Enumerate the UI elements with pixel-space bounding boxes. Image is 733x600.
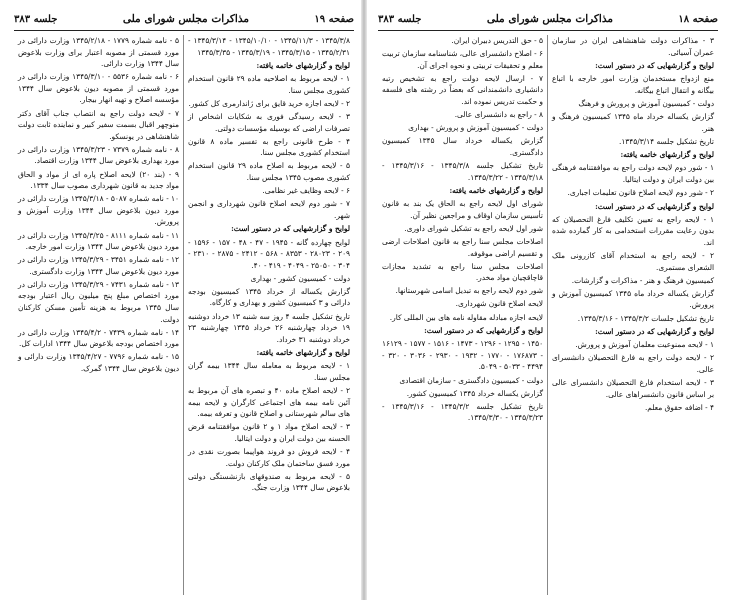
- right-page: [372, 0, 724, 600]
- text-paragraph: ۱۰ - نامه شماره ۵۰۸۷ - ۱۳۴۵/۳/۱۸ وزارت دارائی در مورد دیون بلاعوض سال ۱۳۴۴ وزارت آموزش و پرورش.: [18, 194, 179, 227]
- text-paragraph: لوایح و گزارشهایی که در دستور است:: [595, 61, 714, 71]
- left-page: [8, 0, 360, 600]
- text-paragraph: دولت - کمیسیون آموزش و پرورش و فرهنگ: [578, 98, 714, 108]
- text-paragraph: ۴ - طرح قانونی راجع به تفسیر ماده ۸ قانون استخدام کشوری مجلس سنا.: [188, 136, 351, 158]
- left-page-title: مذاکرات مجلس شورای ملی: [122, 13, 249, 25]
- text-paragraph: لوایح و گزارشهایی که در دستور است:: [595, 327, 714, 337]
- text-paragraph: تاریخ تشکیل جلسه ۴ روز سه شنبه ۱۳ خرداد دوشنبه ۱۹ خرداد چهارشنبه ۲۶ خرداد ۱۳۴۵ چهارشنبه ۲۳ خرداد دوشنبه ۳۱ خرداد.: [188, 311, 350, 344]
- text-paragraph: ۷ - ارسال لایحه دولت راجع به تشخیص رتبه دانشیاری دانشمندانی که بعضاً در رشته های فلسفه و حکمت تدریس نموده اند.: [382, 73, 543, 106]
- text-paragraph: ۱۴۵۰ - ۱۲۹۵ - ۱۲۹۶ - ۱۴۷۳ - ۱۵۱۶ - ۱۵۷۷ - ۱۶۱۲۹ - ۱۷۶۸۷۳ - ۱۷۷۰ - ۱۹۳۲ - ۲۹۳۰ - ۳۰۳۶ - ۳۲۰ - ۴۴۹۴ - ۵۰۳۳ - ۵۰۴۹.: [382, 339, 544, 372]
- text-paragraph: ۶ - نامه شماره ۵۵۳۶ - ۱۳۴۵/۳/۱۰ وزارت دارائی در مورد قسمتی از مصوبه دیون بلاعوض سال ۱۳۴۴ مؤسسه اصلاح و تهیه انهار بیجار.: [18, 72, 179, 105]
- text-paragraph: ۱ - لایحه راجع به تعیین تکلیف فارغ التحصیلان که بدون رعایت مقررات استخدامی به کار گمارده شده اند.: [552, 214, 714, 247]
- text-paragraph: شورای اول لایحه راجع به الحاق یک بند به قانون تأسیس سازمان اوقاف و مراجعین نظیر آن.: [382, 199, 543, 220]
- text-paragraph: لوایح و گزارشهایی که در دستور است:: [231, 224, 350, 234]
- right-page-left-column: [378, 35, 548, 595]
- text-paragraph: ۵ - نامه شماره ۱۷۷۹ - ۱۳۴۵/۲/۱۸ وزارت دارائی در مورد قسمتی از مصوبه اعتبار برای وزارت بلاعوض سال ۱۳۴۴ وزارت دارائی.: [18, 36, 179, 69]
- text-paragraph: ۵ - لایحه مربوط به صندوقهای بازنشستگی دولتی بلاعوض سال ۱۳۴۴ وزارت جنگ.: [188, 471, 350, 493]
- text-paragraph: ۵ - لایحه مربوط به اصلاح ماده ۲۹ قانون استخدام کشوری مصوب ۱۳۴۵ مجلس سنا.: [188, 161, 350, 183]
- text-paragraph: ۱۲ - نامه شماره ۳۴۵۱ - ۱۳۴۵/۳/۲۹ وزارت دارائی در مورد دیون بلاعوض سال ۱۳۴۴ وزارت دادگستری.: [18, 255, 179, 276]
- left-page-columns: [14, 35, 354, 595]
- text-paragraph: ۴ - اضافه حقوق معلم.: [644, 402, 714, 412]
- left-page-header: [14, 8, 354, 31]
- text-paragraph: ۷ - لایحه دولت راجع به انتصاب جناب آقای دکتر منوچهر اقبال بسمت سفیر کبیر و نماینده ثابت دولت شاهنشاهی در یونسکو.: [18, 108, 179, 141]
- text-paragraph: منع ازدواج مستخدمان وزارت امور خارجه با اتباع بیگانه و انتقال اتباع بیگانه.: [552, 74, 714, 95]
- text-paragraph: ۶ - اصلاح دانشسرای عالی، شناسنامه سازمان تربیت معلم و تحقیقات تربیتی و نحوه اجرای آن.: [382, 49, 543, 70]
- text-paragraph: لوایح چهارده گانه - ۱۹۴۵ - ۴۷ - ۴۸ - ۱۵۷ - ۱۵۹۶ - ۲۰۹ - ۲۸۰۲۳ - ۸۳۵۳ - ۵۶۸ - ۲۴۱۲ - ۲۸۷۵ - ۲۳۱۰ - ۳۰۴ - ۲۵۰۵۰ - ۴۰۴۹ - ۴۱۹ - ۴۰.: [188, 237, 351, 270]
- text-paragraph: ۳ - لایحه استخدام فارغ التحصیلان دانشسرای عالی بر اساس قانون دانشسراهای عالی.: [552, 378, 714, 399]
- right-page-number: صفحه ۱۸: [678, 13, 718, 25]
- text-paragraph: ۲ - لایحه اجازه خرید قایق برای ژاندارمری کل کشور.: [188, 98, 350, 108]
- text-paragraph: ۸ - نامه شماره ۷۳۷۹ - ۱۳۴۵/۳/۲۳ وزارت دارائی در مورد بهداری بلاعوض سال ۱۳۴۴ وزارت اقتصاد.: [18, 144, 179, 166]
- text-paragraph: لوایح و گزارشهای خاتمه یافته:: [256, 61, 350, 71]
- text-paragraph: ۴ - لایحه فروش دو فروند هواپیما بصورت نقدی در مورد فسق ساختمان ملک کارکنان دولت.: [188, 447, 350, 468]
- text-paragraph: شور دوم لایحه راجع به تبدیل اسامی شهرستانها.: [395, 286, 543, 296]
- text-paragraph: ۲ - لایحه دولت راجع به فارغ التحصیلان دانشسرای عالی.: [552, 353, 714, 374]
- text-paragraph: تاریخ تشکیل جلسه ۱۳۴۵/۳/۱۴.: [618, 136, 714, 146]
- text-paragraph: ۱ - لایحه مربوط به معامله سال ۱۳۴۴ بیمه گران مجلس سنا.: [188, 361, 350, 383]
- text-paragraph: گزارش یکساله خرداد ماه ۱۳۴۵ کمیسیون آموزش و پرورش.: [552, 288, 714, 310]
- text-paragraph: گزارش یکساله از خرداد ۱۳۴۵ کمیسیون بودجه دارائی و ۳ کمیسیون کشور و بهداری و کارگاه.: [188, 286, 350, 308]
- text-paragraph: لوایح و گزارشهای خاتمه یافته:: [449, 186, 543, 196]
- text-paragraph: ۱۱ - نامه شماره ۸۱۱۱ - ۱۳۴۵/۳/۲۵ وزارت دارائی در مورد دیون بلاعوض سال ۱۳۴۴ وزارت امور خارجه.: [18, 230, 179, 252]
- text-paragraph: دولت - کمیسیون کشور - بهداری: [250, 273, 350, 283]
- text-paragraph: ۲ - لایحه اصلاح ماده ۴۰ و تبصره های آن مربوط به آئین نامه بیمه های اجتماعی کارگران و لایحه بیمه های سالم شهرستانی و اصلاح قانون و تعرفه بیمه.: [188, 386, 350, 419]
- text-paragraph: اصلاحات مجلس سنا راجع به قانون اصلاحات ارضی و تقسیم اراضی موقوفه.: [382, 237, 543, 258]
- text-paragraph: ۱ - لایحه مربوط به اصلاحیه ماده ۲۹ قانون استخدام کشوری مجلس سنا.: [188, 74, 350, 95]
- text-paragraph: ۱۳۴۵/۳/۸ - ۱۳۴۵/۱۱/۳ - ۱۳۴۵/۱۰/۱۰ - ۱۳۴۵/۳/۱۴ - ۱۳۴۵/۲/۳۱ - ۱۳۴۵/۳/۱۵ - ۱۳۴۵/۳/۱۹ - ۱۳۴۵/۳/۳۵: [188, 36, 351, 57]
- text-paragraph: دولت - کمیسیون دادگستری - سازمان اقتصادی: [399, 375, 543, 385]
- text-paragraph: تاریخ تشکیل جلسه ۱۳۴۵/۳/۲ - ۱۳۴۵/۳/۱۶ - ۱۳۴۵/۳/۲۳ - ۱۳۴۵/۳/۳۰.: [382, 401, 544, 423]
- text-paragraph: گزارش یکساله خرداد ماه ۱۳۴۵ کمیسیون فرهنگ و هنر.: [552, 112, 715, 133]
- text-paragraph: ۹ - (بند ۲۰) لایحه اصلاح پاره ای از مواد و الحاق مواد جدید به قانون شهرداری مصوب سال ۱۳۳۴.: [18, 169, 179, 191]
- text-paragraph: کمیسیون فرهنگ و هنر - مذاکرات و گزارشات.: [571, 275, 714, 285]
- text-paragraph: ۱۳ - نامه شماره ۷۴۳۱ - ۱۳۴۵/۳/۲۹ وزارت دارائی در مورد اختصاص مبلغ پنج میلیون ریال اعتبار بودجه سال ۱۳۴۵ مربوط به هزینه تأمین مسکن کارکنان دولت.: [18, 279, 179, 324]
- text-paragraph: گزارش یکساله خرداد سال ۱۳۴۵ کمیسیون دادگستری.: [382, 136, 543, 157]
- left-page-session: جلسه ۳۸۳: [14, 13, 58, 25]
- text-paragraph: گزارش یکساله خرداد ۱۳۴۵ کمیسیون کشور.: [406, 388, 543, 398]
- right-page-columns: [378, 35, 718, 595]
- right-page-right-column: [548, 35, 718, 595]
- left-page-left-column: [14, 35, 184, 595]
- text-paragraph: لوایح و گزارشهای خاتمه یافته:: [620, 150, 714, 160]
- text-paragraph: اصلاحات مجلس سنا راجع به تشدید مجازات قاچاقچیان مواد مخدر.: [382, 261, 543, 283]
- text-paragraph: لایحه اصلاح قانون شهرداری.: [455, 299, 543, 309]
- text-paragraph: تاریخ تشکیل جلسه ۱۳۴۵/۳/۸ - ۱۳۴۵/۳/۱۶ - ۱۳۴۵/۳/۱۸ - ۱۳۴۵/۳/۲۲.: [382, 160, 544, 182]
- text-paragraph: ۲ - شور دوم لایحه اصلاح قانون تعلیمات اجباری.: [567, 188, 714, 198]
- text-paragraph: ۵ - حق التدریس دبیران ایران.: [451, 36, 543, 45]
- text-paragraph: ۳ - لایحه اصلاح مواد ۱ و ۲ قانون موافقتنامه قرض الحسنه بین دولت ایران و دولت ایتالیا.: [188, 422, 350, 443]
- text-paragraph: ۱۵ - نامه شماره ۷۷۹۶ - ۱۳۴۵/۴/۲۷ وزارت دارائی و دیون بلاعوض سال ۱۳۴۴ گمرک.: [18, 352, 179, 374]
- text-paragraph: لوایح و گزارشهای خاتمه یافته:: [256, 348, 350, 358]
- text-paragraph: لایحه اجازه مبادله مقاوله نامه های بین المللی کار.: [389, 312, 543, 322]
- text-paragraph: شور اول لایحه راجع به تشکیل شورای داوری.: [404, 223, 543, 233]
- text-paragraph: لوایح و گزارشهایی که در دستور است:: [424, 326, 543, 336]
- left-page-right-column: [184, 35, 354, 595]
- text-paragraph: ۱ - شور دوم لایحه دولت راجع به موافقتنامه فرهنگی بین دولت ایران و دولت ایتالیا.: [552, 163, 714, 185]
- text-paragraph: تاریخ تشکیل جلسات ۱۳۴۵/۳/۲ - ۱۳۴۵/۳/۱۶.: [577, 313, 714, 323]
- text-paragraph: ۶ - لایحه وظایف غیر نظامی.: [262, 186, 350, 196]
- text-paragraph: ۱ - لایحه ممنوعیت معلمان آموزش و پرورش.: [575, 340, 714, 350]
- text-paragraph: ۳ - لایحه رسیدگی فوری به شکایات اشخاص از تصرفات اراضی که بوسیله مؤسسات دولتی.: [188, 112, 350, 133]
- text-paragraph: ۱۴ - نامه شماره ۷۴۳۹ - ۱۳۴۵/۴/۲ وزارت دارائی در مورد اختصاص بودجه بلاعوض سال ۱۳۴۴ ادارات کل.: [18, 327, 179, 349]
- book-gutter: [361, 0, 367, 600]
- right-page-session: جلسه ۳۸۳: [378, 13, 422, 25]
- text-paragraph: ۳ - مذاکرات دولت شاهنشاهی ایران در سازمان عمران آسیائی.: [552, 36, 714, 57]
- text-paragraph: ۲ - لایحه راجع به استخدام آقای کازرونی ملک الشعرای مستمری.: [552, 251, 714, 272]
- text-paragraph: لوایح و گزارشهایی که در دستور است:: [595, 201, 714, 211]
- text-paragraph: ۷ - شور دوم لایحه اصلاح قانون شهرداری و انجمن شهر.: [188, 199, 350, 220]
- right-page-title: مذاکرات مجلس شورای ملی: [486, 13, 613, 25]
- text-paragraph: ۸ - راجع به دانشسرای عالی.: [454, 110, 543, 120]
- right-page-header: [378, 8, 718, 31]
- text-paragraph: دولت - کمیسیون آموزش و پرورش - بهداری: [408, 123, 543, 133]
- left-page-number: صفحه ۱۹: [314, 13, 354, 25]
